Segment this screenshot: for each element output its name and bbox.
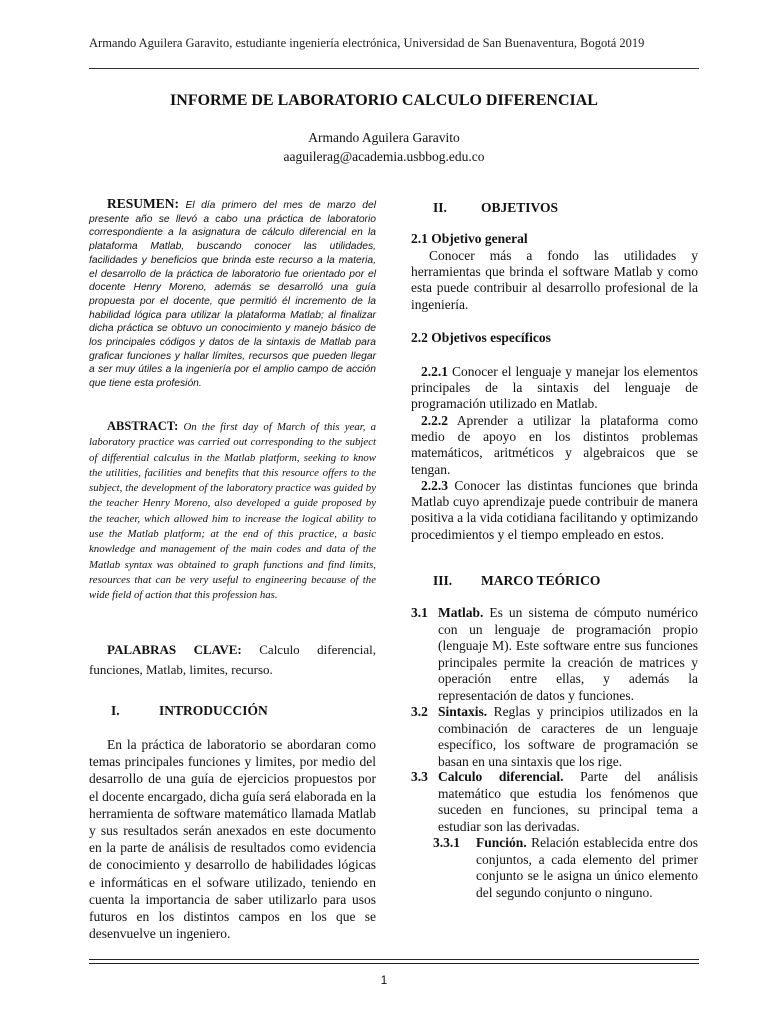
marco-item <box>411 605 698 704</box>
author-name: Armando Aguilera Garavito <box>308 130 460 145</box>
section-title: MARCO TEÓRICO <box>481 573 601 588</box>
section-title: OBJETIVOS <box>481 200 559 215</box>
objetivo-item <box>411 478 698 543</box>
objetivo-number: 2.2.3 <box>421 478 448 493</box>
marco-text: Es un sistema de cómputo numérico con un lenguaje de programación propio (lenguaje M). Este software entre sus funciones principales permite la creación de matrices y operación entre ellas, y además la representación de datos y funciones. <box>438 605 698 703</box>
footer-rule <box>89 959 699 960</box>
marco-term: Calculo diferencial. <box>438 769 564 784</box>
objetivo-number: 2.2.2 <box>421 413 448 428</box>
page-number: 1 <box>380 973 388 987</box>
author-email[interactable]: aaguilerag@academia.usbbog.edu.co <box>283 149 485 164</box>
section-heading-objetivos <box>433 200 558 216</box>
objetivo-text: Conocer las distintas funciones que brinda Matlab cuyo aprendizaje puede contribuir de manera positiva a la vida cotidiana facilitando y optimizando procedimientos y el tiempo empleado en estos. <box>411 478 699 542</box>
marco-term: Matlab. <box>438 605 484 620</box>
objetivos-especificos-heading: 2.2 Objetivos específicos <box>411 330 551 345</box>
section-heading-marco <box>433 573 600 589</box>
abstract-block <box>89 419 376 604</box>
abstract-text: On the first day of March of this year, a laboratory practice was carried out corresponding to the subject of differential calculus in the Matlab platform, seeking to know the utilities, facilities and benefits that this resource offers to the subject, the development of the laboratory practice was guided by the teacher Henry Moreno, also developed a guide proposed by the teacher, which allowed him to increase the logical ability to use the Matlab platform; at the end of this practice, a basic knowledge and management of the main codes and data of the Matlab syntax was obtained to graph functions and find limits, resources that can be very useful to engineering because of the wide field of action that this profession has. <box>89 421 376 602</box>
objetivo-general-heading: 2.1 Objetivo general <box>411 231 528 246</box>
objetivo-number: 2.2.1 <box>421 364 448 379</box>
objetivo-text: Aprender a utilizar la plataforma como medio de apoyo en los distintos problemas matemáticos, aritméticos y algebraicos que se tengan. <box>411 413 698 477</box>
section-number: III. <box>433 573 453 588</box>
header-rule <box>89 68 699 69</box>
keywords-text: Calculo diferencial, funciones, Matlab, limites, recurso. <box>89 642 376 677</box>
objetivo-text: Conocer el lenguaje y manejar los elementos principales de la sintaxis del lenguaje de programación utilizado en Matlab. <box>411 364 698 412</box>
marco-number: 3.2 <box>411 704 428 719</box>
marco-text: Relación establecida entre dos conjuntos, a cada elemento del primer conjunto se le asigna un único elemento del segundo conjunto o ninguno. <box>476 835 698 900</box>
marco-number: 3.1 <box>411 605 428 620</box>
resumen-block <box>89 197 376 391</box>
marco-number: 3.3 <box>411 769 428 784</box>
marco-term: Sintaxis. <box>438 704 488 719</box>
keywords-block <box>89 640 376 680</box>
section-number: I. <box>111 703 120 718</box>
marco-text: Reglas y principios utilizados en la combinación de caracteres de un lenguaje específico, los software de programación se basan en una sintaxis que los rige. <box>438 704 699 769</box>
marco-text: Parte del análisis matemático que estudia los fenómenos que suceden en funciones, su principal tema a estudiar son las derivadas. <box>438 769 698 834</box>
marco-term: Función. <box>476 835 527 850</box>
marco-subitem <box>433 835 698 901</box>
section-title: INTRODUCCIÓN <box>159 703 268 718</box>
running-header: Armando Aguilera Garavito, estudiante ingeniería electrónica, Universidad de San Buenaventura, Bogotá 2019 <box>89 36 645 50</box>
resumen-text: El día primero del mes de marzo del presente año se llevó a cabo una práctica de laboratorio correspondiente a la asignatura de cálculo diferencial en la plataforma Matlab, buscando conocer las utilidades, facilidades y beneficios que brinda este recurso a la materia, el desarrollo de la práctica de laboratorio fue orientado por el docente Henry Moreno, además se desarrolló una guía propuesta por el docente, que permitió él incremento de la habilidad lógica para utilizar la plataforma Matlab; al finalizar dicha práctica se obtuvo un conocimiento y manejo básico de los principales códigos y datos de la sintaxis de Matlab para graficar funciones y hallar límites, recursos que pueden llegar a ser muy útiles a la ingeniería por el amplio campo de acción que tiene esta profesión. <box>89 200 376 390</box>
footer-rule <box>89 963 699 964</box>
resumen-label: RESUMEN: <box>107 196 180 211</box>
abstract-label: ABSTRACT: <box>107 419 179 433</box>
section-number: II. <box>433 200 447 215</box>
objetivo-general-text: Conocer más a fondo las utilidades y herramientas que brinda el software Matlab y como esta puede contribuir al desarrollo profesional de la ingeniería. <box>411 248 698 312</box>
objetivo-item <box>411 364 698 413</box>
marco-number: 3.3.1 <box>433 835 460 850</box>
intro-text: En la práctica de laboratorio se abordaran como temas principales funciones y limites, por medio del desarrollo de una guía de ejercicios propuestos por el docente encargado, dicha guía será elaborada en la herramienta de software matemático llamada Matlab y sus resultados serán anexados en este documento en la parte de análisis de resultados como evidencia de conocimiento y desarrollo de habilidades lógicas e informáticas en el sofware utilizado, teniendo en cuenta la importancia de saber utilizarlo para usos futuros en los distintos campos en los que se desenvuelve un ingeniero. <box>89 737 376 942</box>
objetivo-item <box>411 413 698 478</box>
marco-item <box>411 704 698 770</box>
keywords-label: PALABRAS CLAVE: <box>107 642 242 657</box>
marco-item <box>411 769 698 835</box>
paper-title: INFORME DE LABORATORIO CALCULO DIFERENCIAL <box>170 92 598 109</box>
section-heading-intro <box>111 703 268 719</box>
